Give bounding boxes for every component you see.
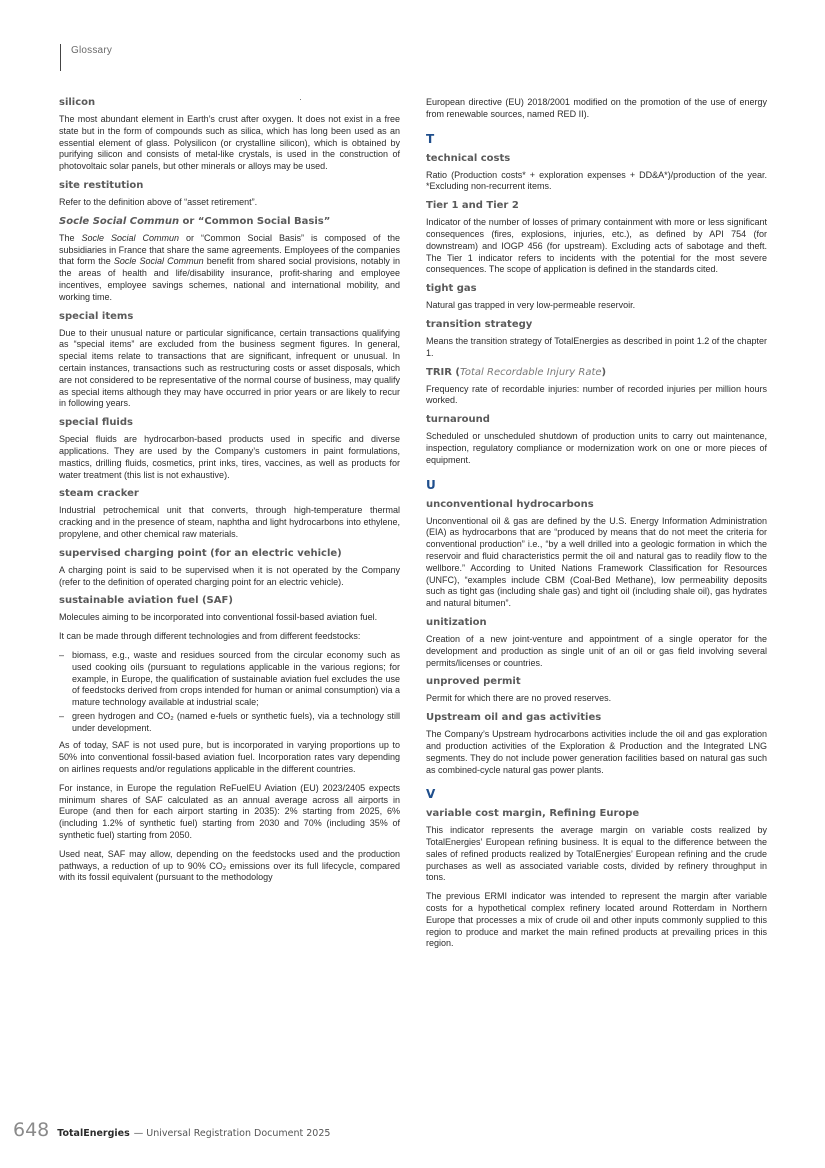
definition-text: benefit from shared social provisions, notably in the areas of health and life/disability insurance, profit-sharing and employee incentives, employee savings schemes, national and international mobility, and working time. [59, 256, 400, 302]
letter-heading-v: V [426, 787, 436, 802]
term-definition: Natural gas trapped in very low-permeable reservoir. [426, 300, 636, 311]
glossary-entry-tier [426, 200, 767, 276]
term-heading-italic: Socle Social Commun [59, 215, 180, 227]
section-title: Glossary [71, 45, 113, 56]
term-heading: supervised charging point (for an electric vehicle) [59, 547, 342, 559]
continued-definition: European directive (EU) 2018/2001 modified on the promotion of the use of energy from renewable sources, named RED II). [426, 97, 767, 119]
term-heading: Upstream oil and gas activities [426, 712, 602, 724]
glossary-entry-unproved-permit [426, 676, 767, 705]
list-item-text: biomass, e.g., waste and residues sourced from the circular economy such as used cooking oils (pursuant to regulations applicable in the various regions; for example, in Europe, the qualification of sustainable aviation fuel excludes the use of feedstocks derived from crops intended for human or animal consumption) via a mature technology available at industrial scale; [72, 649, 400, 708]
term-definition: Ratio (Production costs* + exploration expenses + DD&A*)/production of the year. *Excluding non-recurrent items. [426, 169, 767, 192]
glossary-entry-variable-cost-margin [426, 808, 767, 950]
glossary-entry-special-items [59, 311, 400, 411]
glossary-entry-saf [59, 595, 400, 884]
term-heading: special fluids [59, 417, 133, 429]
term-definition: Means the transition strategy of TotalEnergies as described in point 1.2 of the chapter 1. [426, 335, 767, 358]
feedstock-list [59, 650, 400, 735]
term-heading-bold: TRIR ( [426, 366, 460, 378]
term-definition: The Company’s Upstream hydrocarbons activities include the oil and gas exploration and production activities of the Exploration & Production and the Integrated LNG segments. They do not include power generation facilities based on natural gas such as combined-cycle natural gas power plants. [426, 729, 767, 775]
term-heading: variable cost margin, Refining Europe [426, 808, 640, 820]
term-definition: Unconventional oil & gas are defined by the U.S. Energy Information Administration (EIA) as hydrocarbons that are “produced by means that do not meet the criteria for conventional production” i.e., “by a well drilled into a geologic formation in which the reservoir and fluid characteristics permit the oil and natural gas to readily flow to the wellbore.” According to United Nations Framework Classification for Resources (UNFC), “examples include CBM (Coal-Bed Methane), low permeability deposits such as tight gas (including shale gas) and tight oil (including shale oil), gas hydrates and natural bitumen”. [426, 515, 767, 609]
left-column [59, 97, 400, 891]
list-item-text: green hydrogen and CO₂ (named e-fuels or synthetic fuels), via a technology still under development. [72, 710, 400, 733]
term-definition: Refer to the definition above of “asset retirement”. [59, 196, 258, 207]
page-number: 648 [13, 1119, 50, 1141]
term-definition: Industrial petrochemical unit that converts, through high-temperature thermal cracking and in the presence of steam, naphtha and light hydrocarbons into ethylene, propylene, and other chemical raw materials. [59, 505, 400, 539]
term-definition: Creation of a new joint-venture and appointment of a single operator for the development and production as single unit of an oil or gas field involving several permits/licenses or countries. [426, 633, 767, 668]
term-heading: site restitution [59, 179, 144, 191]
term-definition: Indicator of the number of losses of primary containment with more or less significant consequences (fires, explosions, injuries, etc.), as defined by API 754 (for downstream) and IOGP 456 (for upstream). Excluding acts of sabotage and theft. The Tier 1 indicator refers to incidents with the potential for the most severe consequences. The scope of application is defined in the standards cited. [426, 217, 767, 275]
definition-italic: Socle Social Commun [81, 232, 180, 243]
term-definition: Scheduled or unscheduled shutdown of production units to carry out maintenance, inspection, regulatory compliance or modernization work on one or more pieces of equipment. [426, 431, 767, 465]
term-definition: The previous ERMI indicator was intended to represent the margin after variable costs for a hypothetical complex refinery located around Rotterdam in Northern Europe that processes a mix of crude oil and other inputs commonly supplied to this region to produce and market the main refined products at prevailing prices in this region. [426, 891, 767, 949]
term-heading-rest: or “Common Social Basis” [179, 215, 331, 227]
glossary-entry-tight-gas [426, 283, 767, 312]
glossary-entry-site-restitution [59, 180, 400, 209]
term-heading: transition strategy [426, 318, 533, 330]
definition-text: or “Common Social Basis” is composed of the subsidiaries in France that share the same agreements. Employees of the companies that form the [59, 232, 400, 267]
term-heading: turnaround [426, 414, 490, 426]
glossary-entry-steam-cracker [59, 488, 400, 540]
glossary-entry-unitization [426, 617, 767, 669]
term-heading-expansion: Total Recordable Injury Rate [460, 366, 602, 378]
glossary-entry-special-fluids [59, 417, 400, 481]
term-definition: Frequency rate of recordable injuries: number of recorded injuries per million hours worked. [426, 383, 767, 406]
term-definition [59, 233, 400, 304]
glossary-entry-silicon [59, 97, 400, 173]
right-column [426, 97, 767, 957]
term-definition: Molecules aiming to be incorporated into conventional fossil-based aviation fuel. [59, 612, 378, 623]
term-heading: sustainable aviation fuel (SAF) [59, 595, 233, 607]
glossary-entry-transition-strategy [426, 319, 767, 360]
definition-text: The [59, 232, 82, 243]
glossary-entry-socle-social-commun [59, 216, 400, 304]
term-heading: unconventional hydrocarbons [426, 498, 594, 510]
term-heading: special items [59, 310, 134, 322]
term-heading-close: ) [601, 366, 607, 378]
term-heading: unitization [426, 616, 487, 628]
term-definition: As of today, SAF is not used pure, but is incorporated in varying proportions up to 50% into conventional fossil-based aviation fuel. Incorporation rates vary depending on airlines requests and/or regulations applicable in the different countries. [59, 740, 400, 775]
page-footer [13, 1119, 330, 1141]
term-heading: unproved permit [426, 676, 521, 688]
term-definition: A charging point is said to be supervised when it is not operated by the Company (refer to the definition of operated charging point for an electric vehicle). [59, 564, 400, 587]
term-definition: For instance, in Europe the regulation ReFuelEU Aviation (EU) 2023/2405 expects minimum shares of SAF calculated as an annual average across all airports in Europe (and then for each airport starting in 2035): 2% starting from 2025, 6% (including 1.2% of synthetic fuel) starting from 2030 and 70% (including 35% of synthetic fuel) starting from 2050. [59, 782, 400, 841]
term-definition: Permit for which there are no proved reserves. [426, 693, 612, 704]
definition-italic: Socle Social Commun [113, 256, 204, 267]
glossary-entry-turnaround [426, 414, 767, 466]
glossary-entry-upstream-activities [426, 712, 767, 776]
term-definition: Special fluids are hydrocarbon-based products used in specific and diverse applications. They are used by the Company’s customers in paint formulations, mastics, drilling fluids, cosmetics, print inks, tires, vaccines, as well as products for water treatment (this list is not exhaustive). [59, 434, 400, 480]
letter-heading-u: U [426, 477, 436, 492]
letter-heading-t: T [426, 131, 435, 146]
dash-bullet: – [59, 710, 65, 721]
document-title: — Universal Registration Document 2025 [133, 1128, 331, 1139]
term-heading: tight gas [426, 283, 477, 295]
term-definition: This indicator represents the average margin on variable costs realized by TotalEnergies’ European refining business. It is equal to the difference between the sales of refined products realized by TotalEnergies’ European refining and the crude purchases as well as associated variable costs, divided by refinery throughput in tons. [426, 825, 767, 883]
term-definition: It can be made through different technologies and from different feedstocks: [59, 631, 361, 642]
term-definition: Used neat, SAF may allow, depending on the feedstocks used and the production pathways, a reduction of up to 90% CO₂ emissions over its full lifecycle, compared with its fossil equivalent (pursuant to the methodology [59, 848, 400, 883]
glossary-entry-technical-costs [426, 153, 767, 194]
glossary-entry-supervised-charging-point [59, 548, 400, 589]
term-definition: The most abundant element in Earth’s crust after oxygen. It does not exist in a free state but in the form of compounds such as silica, which has long been used as an essential element of glass. Polysilicon (or crystalline silicon), which is obtained by purifying silicon and consists of metal-like crystals, is used in the construction of photovoltaic solar panels, but other minerals or alloys may be used. [59, 114, 400, 172]
section-divider-line [60, 44, 61, 71]
list-item [59, 711, 400, 735]
glossary-entry-unconventional-hydrocarbons [426, 499, 767, 610]
list-item [59, 650, 400, 709]
term-heading: technical costs [426, 152, 511, 164]
term-heading: silicon [59, 97, 96, 108]
term-heading [426, 367, 767, 379]
term-heading [59, 216, 400, 228]
glossary-entry-trir [426, 367, 767, 408]
term-definition: Due to their unusual nature or particular significance, certain transactions qualifying as “special items” are excluded from the business segment figures. In general, special items relate to transactions that are significant, infrequent or unusual. In certain instances, transactions such as restructuring costs or asset disposals, which are not considered to be representative of the normal course of business, may qualify as special items although they may have occurred in prior years or are likely to recur in following years. [59, 327, 400, 409]
brand-name: TotalEnergies [57, 1128, 130, 1139]
term-heading: steam cracker [59, 488, 139, 500]
dash-bullet: – [59, 649, 65, 660]
term-heading: Tier 1 and Tier 2 [426, 200, 519, 212]
